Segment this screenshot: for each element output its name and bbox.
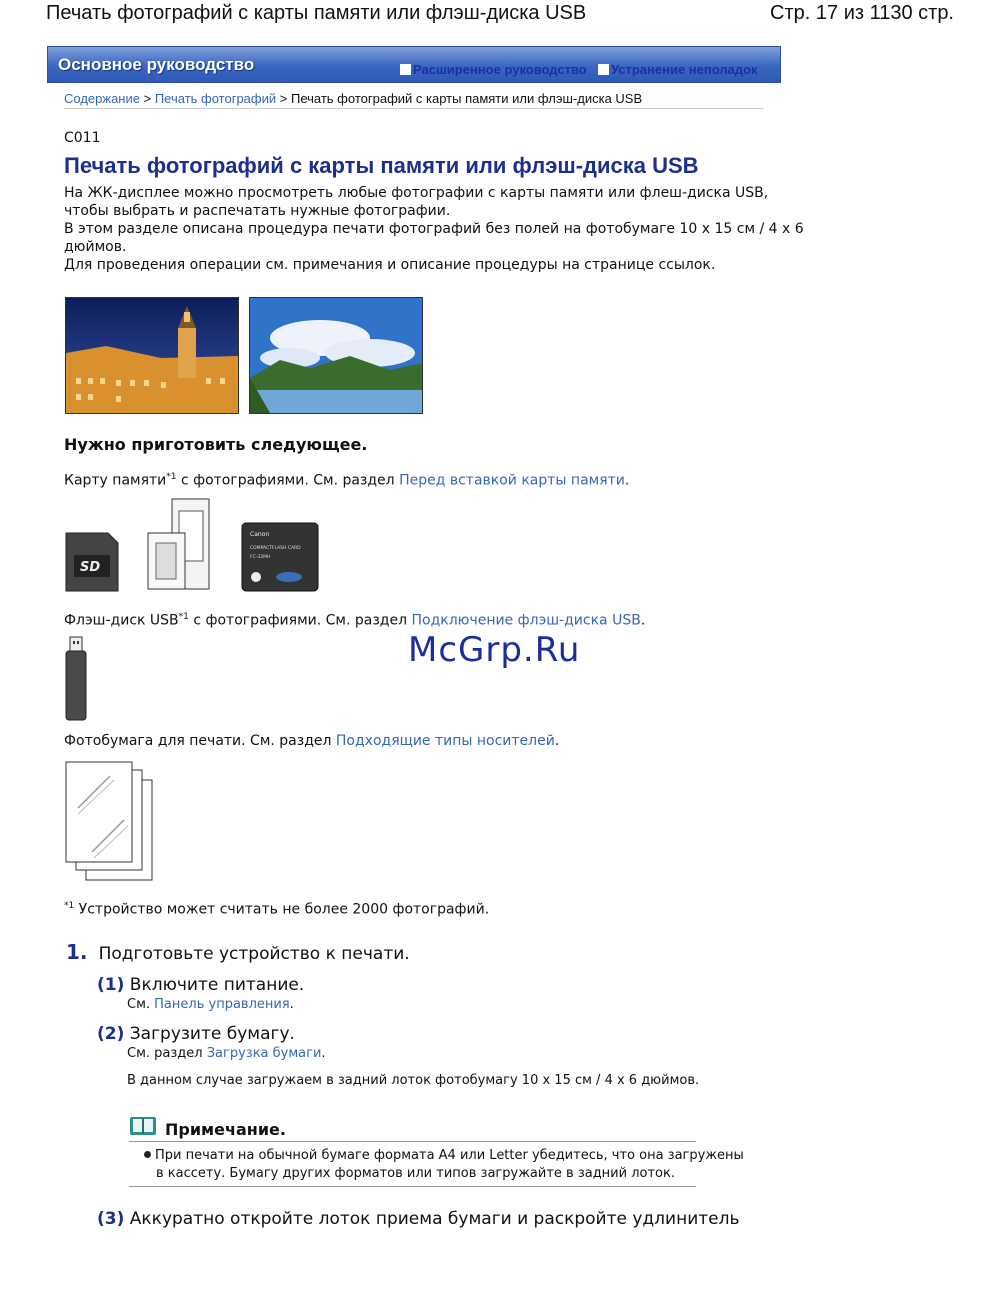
- substep-2-ref: См. раздел Загрузка бумаги.: [127, 1046, 326, 1061]
- advanced-guide-link[interactable]: Расширенное руководство: [400, 62, 587, 77]
- compactflash-card-icon: [242, 523, 318, 591]
- note-book-icon: [129, 1115, 157, 1141]
- note-title: Примечание.: [165, 1120, 286, 1139]
- breadcrumb-photo-printing-link[interactable]: Печать фотографий: [154, 91, 277, 106]
- usb-connect-link[interactable]: Подключение флэш-диска USB: [411, 612, 641, 629]
- svg-text:FC-32MH: FC-32MH: [250, 555, 271, 560]
- memory-cards-illustration: [64, 497, 324, 597]
- breadcrumb: Содержание > Печать фотографий > Печать фотографий с карты памяти или флэш-диска USB: [64, 91, 643, 106]
- manual-banner: [47, 46, 781, 83]
- document-title-header: Печать фотографий с карты памяти или флэш-диска USB: [46, 2, 587, 24]
- page-counter: Стр. 17 из 1130 стр.: [770, 2, 954, 24]
- mini-sd-card-icon: [148, 499, 209, 589]
- troubleshooting-link[interactable]: Устранение неполадок: [598, 62, 758, 77]
- media-types-link[interactable]: Подходящие типы носителей: [335, 733, 555, 749]
- breadcrumb-contents-link[interactable]: Содержание: [64, 91, 140, 106]
- substep-1-ref: См. Панель управления.: [127, 997, 294, 1012]
- breadcrumb-divider: [64, 108, 764, 109]
- photo-paper-item: Фотобумага для печати. См. раздел Подходящие типы носителей.: [64, 733, 560, 749]
- svg-text:Canon: Canon: [250, 531, 270, 538]
- substep-2: (2) Загрузите бумагу.: [97, 1024, 295, 1044]
- substep-2-detail: В данном случае загружаем в задний лоток фотобумагу 10 x 15 см / 4 x 6 дюймов.: [127, 1073, 700, 1088]
- step-1: 1. Подготовьте устройство к печати.: [66, 940, 410, 964]
- prepare-heading: Нужно приготовить следующее.: [64, 435, 368, 454]
- landscape-photo: [249, 297, 423, 414]
- usb-flash-drive-icon: [64, 636, 90, 726]
- substep-1: (1) Включите питание.: [97, 975, 305, 995]
- breadcrumb-current: Печать фотографий с карты памяти или флэш-диска USB: [290, 91, 643, 106]
- square-icon: [598, 64, 609, 75]
- intro-text: На ЖК-дисплее можно просмотреть любые фотографии с карты памяти или флеш-диска USB, чтобы выбрать и распечатать нужные фотографии. В этом разделе описана процедура печати фотографий без полей на фотобумаге 10 x 15 см / 4 x 6 дюймов. Для проведения операции см. примечания и описание процедуры на странице ссылок.: [64, 185, 804, 273]
- substep-3: (3) Аккуратно откройте лоток приема бумаги и раскройте удлинитель: [97, 1209, 740, 1229]
- load-paper-link[interactable]: Загрузка бумаги: [206, 1046, 322, 1061]
- banner-title: Основное руководство: [58, 55, 255, 74]
- note-body: При печати на обычной бумаге формата A4 или Letter убедитесь, что она загружены в кассету. Бумагу других форматов или типов загружайте в задний лоток.: [144, 1147, 744, 1183]
- square-icon: [400, 64, 411, 75]
- control-panel-link[interactable]: Панель управления: [154, 997, 290, 1012]
- note-bottom-rule: [129, 1186, 696, 1187]
- castle-photo: [65, 297, 239, 414]
- memory-card-link[interactable]: Перед вставкой карты памяти: [399, 472, 625, 489]
- memory-card-item: Карту памяти$^{*1}$ с фотографиями. См. раздел Перед вставкой карты памяти.: [64, 472, 630, 489]
- svg-text:COMPACTFLASH CARD: COMPACTFLASH CARD: [250, 546, 301, 551]
- footnote: $^{*1}$ Устройство может считать не более 2000 фотографий.: [64, 901, 490, 918]
- note-top-rule: [129, 1141, 696, 1142]
- svg-text:SD: SD: [80, 560, 101, 575]
- watermark: McGrp.Ru: [408, 630, 581, 670]
- bullet-icon: [144, 1151, 151, 1158]
- section-code: C011: [64, 130, 101, 146]
- photo-paper-stack-icon: [64, 760, 156, 888]
- sd-card-icon: [66, 533, 118, 591]
- usb-flash-item: Флэш-диск USB$^{*1}$ с фотографиями. См. раздел Подключение флэш-диска USB.: [64, 612, 646, 629]
- page-title: Печать фотографий с карты памяти или флэш-диска USB: [64, 153, 699, 178]
